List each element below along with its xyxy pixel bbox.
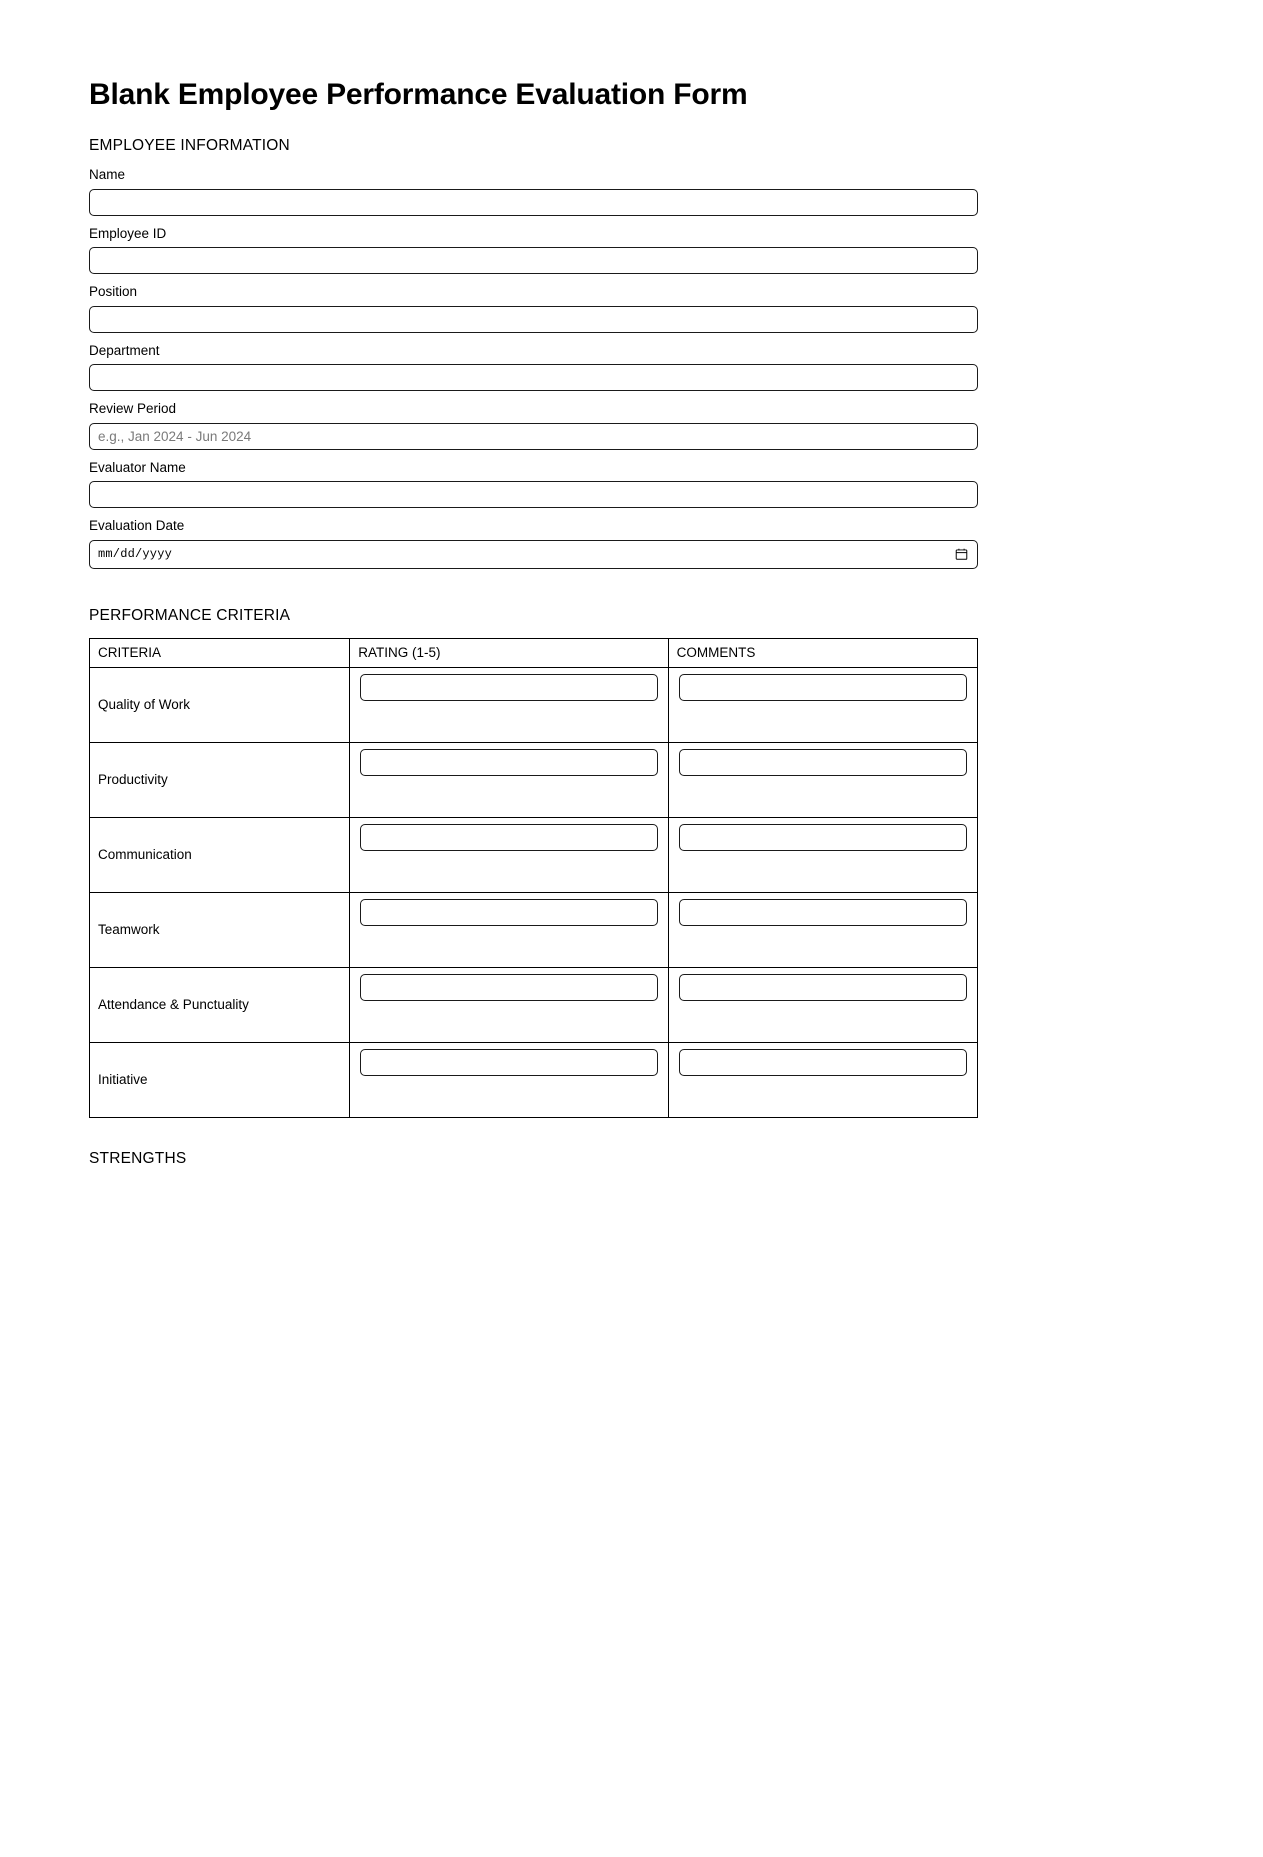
- rating-input-quality-of-work[interactable]: [360, 674, 657, 701]
- form-content: [89, 78, 978, 1168]
- comments-input-quality-of-work[interactable]: [679, 674, 967, 701]
- criteria-label-quality-of-work: Quality of Work: [90, 667, 350, 742]
- evaluation-date-input[interactable]: [89, 540, 978, 569]
- table-header-row: [90, 638, 978, 667]
- date-placeholder-text: mm/dd/yyyy: [98, 547, 173, 562]
- table-row: [90, 742, 978, 817]
- criteria-label-productivity: Productivity: [90, 742, 350, 817]
- rating-input-attendance-punctuality[interactable]: [360, 974, 657, 1001]
- review-period-input[interactable]: [89, 423, 978, 450]
- label-position: Position: [89, 284, 138, 300]
- column-header-comments: COMMENTS: [668, 638, 977, 667]
- column-header-rating: RATING (1-5): [350, 638, 668, 667]
- criteria-label-communication: Communication: [90, 817, 350, 892]
- rating-input-initiative[interactable]: [360, 1049, 657, 1076]
- performance-criteria-table: [89, 638, 978, 1118]
- comments-input-teamwork[interactable]: [679, 899, 967, 926]
- comments-input-initiative[interactable]: [679, 1049, 967, 1076]
- label-name: Name: [89, 167, 126, 182]
- label-employee-id: Employee ID: [89, 225, 167, 241]
- field-group-position: [89, 282, 978, 333]
- criteria-label-initiative: Initiative: [90, 1042, 350, 1117]
- rating-cell-productivity: [350, 742, 668, 817]
- comments-cell-initiative: [668, 1042, 977, 1117]
- employee-id-input[interactable]: [89, 247, 978, 274]
- rating-cell-quality-of-work: [350, 667, 668, 742]
- field-group-department: [89, 341, 978, 392]
- comments-input-productivity[interactable]: [679, 749, 967, 776]
- criteria-label-teamwork: Teamwork: [90, 892, 350, 967]
- rating-input-communication[interactable]: [360, 824, 657, 851]
- label-department: Department: [89, 342, 160, 358]
- comments-cell-quality-of-work: [668, 667, 977, 742]
- table-row: [90, 817, 978, 892]
- table-row: [90, 892, 978, 967]
- table-row: [90, 667, 978, 742]
- position-input[interactable]: [89, 306, 978, 333]
- rating-cell-attendance-punctuality: [350, 967, 668, 1042]
- field-group-employee-id: [89, 224, 978, 275]
- comments-cell-teamwork: [668, 892, 977, 967]
- rating-cell-initiative: [350, 1042, 668, 1117]
- calendar-icon[interactable]: [955, 548, 968, 561]
- rating-cell-communication: [350, 817, 668, 892]
- criteria-label-attendance-punctuality: Attendance & Punctuality: [90, 967, 350, 1042]
- comments-input-attendance-punctuality[interactable]: [679, 974, 967, 1001]
- comments-cell-attendance-punctuality: [668, 967, 977, 1042]
- name-input[interactable]: [89, 189, 978, 216]
- table-row: [90, 967, 978, 1042]
- column-header-criteria: CRITERIA: [90, 638, 350, 667]
- field-group-evaluation-date: [89, 516, 978, 569]
- rating-input-teamwork[interactable]: [360, 899, 657, 926]
- table-row: [90, 1042, 978, 1117]
- label-review-period: Review Period: [89, 401, 177, 417]
- field-group-evaluator-name: [89, 458, 978, 509]
- section-heading-strengths: STRENGTHS: [89, 1149, 187, 1167]
- field-group-name: [89, 165, 978, 216]
- comments-input-communication[interactable]: [679, 824, 967, 851]
- rating-cell-teamwork: [350, 892, 668, 967]
- label-evaluator-name: Evaluator Name: [89, 459, 186, 475]
- evaluation-date-wrapper: [89, 540, 978, 569]
- section-heading-performance-criteria: PERFORMANCE CRITERIA: [89, 606, 291, 624]
- rating-input-productivity[interactable]: [360, 749, 657, 776]
- department-input[interactable]: [89, 364, 978, 391]
- label-evaluation-date: Evaluation Date: [89, 518, 185, 534]
- section-heading-employee-information: EMPLOYEE INFORMATION: [89, 137, 290, 154]
- comments-cell-productivity: [668, 742, 977, 817]
- comments-cell-communication: [668, 817, 977, 892]
- field-group-review-period: [89, 399, 978, 450]
- page-title: Blank Employee Performance Evaluation Form: [89, 78, 748, 111]
- evaluator-name-input[interactable]: [89, 481, 978, 508]
